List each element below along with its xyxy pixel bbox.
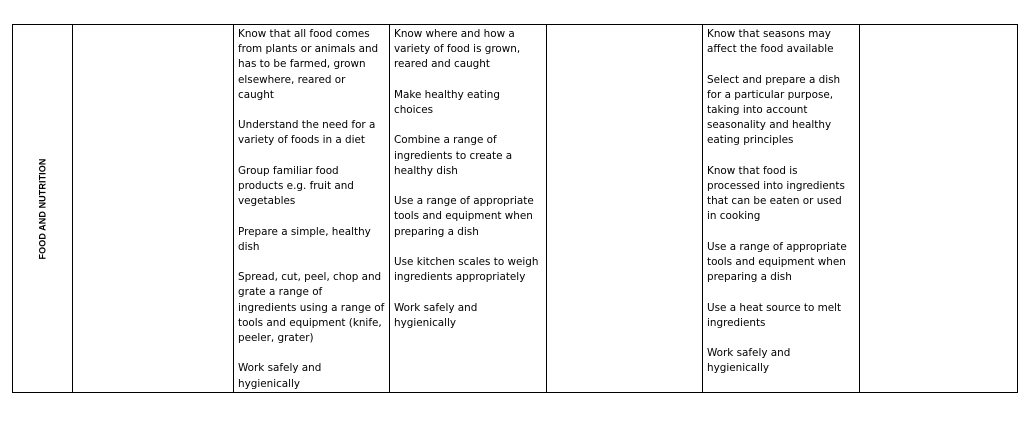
objectives-cell-5 xyxy=(703,25,860,393)
objective-item: Use kitchen scales to weigh ingredients appropriately xyxy=(394,255,539,284)
objective-item: Use a range of appropriate tools and equipment when preparing a dish xyxy=(394,195,534,238)
objective-item: Work safely and hygienically xyxy=(238,362,322,390)
objective-item: Use a heat source to melt ingredients xyxy=(707,301,842,329)
subject-label: FOOD AND NUTRITION xyxy=(36,158,47,259)
objective-item: Work safely and hygienically xyxy=(394,301,478,329)
objective-item: Make healthy eating choices xyxy=(394,88,500,116)
objectives-list xyxy=(394,27,542,331)
objectives-list xyxy=(707,27,855,377)
table-row xyxy=(13,25,1018,393)
objective-item: Prepare a simple, healthy dish xyxy=(238,225,371,253)
objective-item: Select and prepare a dish for a particular purpose, taking into account seasonality and healthy eating principles xyxy=(707,73,841,147)
objective-item: Use a range of appropriate tools and equipment when preparing a dish xyxy=(707,240,847,284)
objective-item: Combine a range of ingredients to create a healthy dish xyxy=(394,134,513,177)
curriculum-table xyxy=(12,24,1018,393)
objective-item: Know where and how a variety of food is grown, reared and caught xyxy=(394,28,521,71)
objective-item: Spread, cut, peel, chop and grate a range of ingredients using a range of tools and equipment (knife, peeler, grater) xyxy=(238,271,385,344)
objective-item: Know that all food comes from plants or animals and has to be farmed, grown elsewhere, reared or caught xyxy=(238,28,379,101)
objective-item: Group familiar food products e.g. fruit and vegetables xyxy=(238,164,354,208)
objective-item: Know that seasons may affect the food available xyxy=(707,28,834,56)
objectives-cell-4 xyxy=(547,25,703,393)
objectives-cell-6 xyxy=(860,25,1018,393)
subject-cell xyxy=(13,25,73,393)
objectives-cell-3 xyxy=(390,25,547,393)
objectives-list xyxy=(238,27,385,392)
objectives-cell-2 xyxy=(234,25,390,393)
objectives-cell-1 xyxy=(73,25,234,393)
objective-item: Understand the need for a variety of foods in a diet xyxy=(238,119,376,147)
objective-item: Work safely and hygienically xyxy=(707,347,791,375)
objective-item: Know that food is processed into ingredients that can be eaten or used in cooking xyxy=(707,164,845,223)
